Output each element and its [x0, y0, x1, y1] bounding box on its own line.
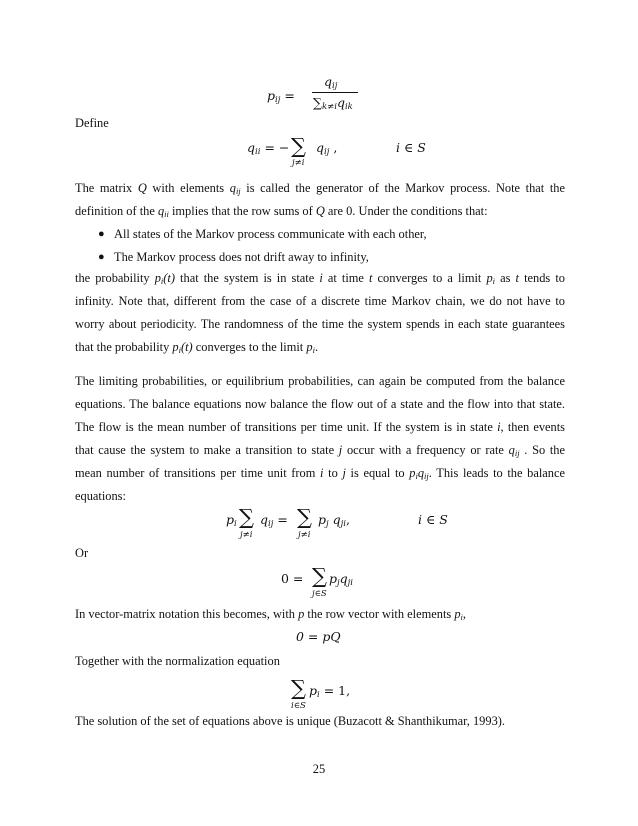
- eq-bal-sum-index-1: j≠i: [240, 530, 253, 540]
- text-define: Define: [75, 116, 109, 130]
- eq-pij-denominator: $\sum_{k\ne i}q_{ik}$: [313, 95, 353, 112]
- para1-line2: definition of the $q_{ii}$ implies that the row sums of Q are 0. Under the conditions that:: [75, 204, 488, 219]
- para3-line4: that cause the system to make a transition to state j occur with a frequency or rate $q_{ij}$ . So the: [75, 443, 566, 458]
- eq-bal-sum-index-2: j≠i: [298, 530, 311, 540]
- eq-zero-term: $p_jq_{ji}$: [329, 571, 354, 588]
- page-number: 25: [312, 762, 326, 776]
- eq-qii-lhs: $q_{ii}$ = −: [247, 140, 290, 157]
- eq-bal-sigma-2: ∑: [297, 505, 312, 529]
- para2-line3: worry about periodicity. The randomness of the time the system spends in each state guarantees: [75, 317, 565, 331]
- para3-line3: The flow is the mean number of transitions per time unit. If the system is in state i, then events: [75, 420, 566, 434]
- eq-zero-lhs: 0 =: [281, 571, 304, 586]
- para2-line1: the probability $p_i(t)$ that the system is in state i at time t converges to a limit $p_i$ as t tends to: [75, 271, 565, 286]
- eq-norm-term: $p_i = 1$,: [309, 683, 351, 700]
- bullet-dot-icon: ●: [98, 228, 105, 240]
- eq-bal-sigma-1: ∑: [239, 505, 254, 529]
- eq-bal-p: $p_i$: [226, 512, 237, 529]
- text-vector-notation: In vector-matrix notation this becomes, with p the row vector with elements $p_i$,: [75, 607, 466, 622]
- para2-line4: that the probability $p_i(t)$ converges to the limit $p_i$.: [75, 340, 319, 355]
- text-final-sentence: The solution of the set of equations above is unique (Buzacott & Shanthikumar, 1993).: [75, 714, 505, 728]
- eq-pij-lhs: $p_{ij}$ =: [267, 88, 295, 105]
- para1-line1: The matrix Q with elements $q_{ij}$ is called the generator of the Markov process. Note that the: [75, 181, 565, 196]
- eq-norm-sum-index: i∈S: [291, 701, 306, 711]
- text-normalization-intro: Together with the normalization equation: [75, 654, 280, 668]
- eq-pij-fraction-bar: [312, 92, 358, 93]
- eq-norm-sigma: ∑: [291, 676, 306, 700]
- eq-qii-condition: i ∈ S: [396, 140, 426, 155]
- bullet-item-1: All states of the Markov process communicate with each other,: [114, 227, 427, 241]
- para3-line1: The limiting probabilities, or equilibrium probabilities, can again be computed from the balance: [75, 374, 565, 388]
- text-or: Or: [75, 546, 89, 560]
- eq-qii-sum-index: j≠i: [292, 158, 305, 168]
- eq-bal-condition: i ∈ S: [418, 512, 448, 527]
- eq-qii-term: $q_{ij}$ ,: [316, 140, 338, 157]
- para3-line6: equations:: [75, 489, 126, 503]
- eq-zero-sigma: ∑: [312, 564, 327, 588]
- eq-bal-rhs: $p_j$ $q_{ji}$,: [318, 512, 350, 529]
- eq-zero-sum-index: j∈S: [312, 589, 327, 599]
- equation-vector: 0 = pQ: [296, 629, 341, 644]
- eq-bal-q: $q_{ij}$ =: [260, 512, 288, 529]
- para2-line2: infinity. Note that, different from the case of a discrete time Markov chain, we do not have to: [75, 294, 565, 308]
- eq-pij-numerator: $q_{ij}$: [324, 74, 338, 91]
- bullet-item-2: The Markov process does not drift away to infinity,: [114, 250, 369, 264]
- eq-qii-sigma: ∑: [291, 134, 306, 158]
- para3-line5: mean number of transitions per time unit from i to j is equal to $p_iq_{ij}$. This leads to the balance: [75, 466, 565, 481]
- bullet-dot-icon: ●: [98, 251, 105, 263]
- para3-line2: equations. The balance equations now balance the flow out of a state and the flow into that state.: [75, 397, 565, 411]
